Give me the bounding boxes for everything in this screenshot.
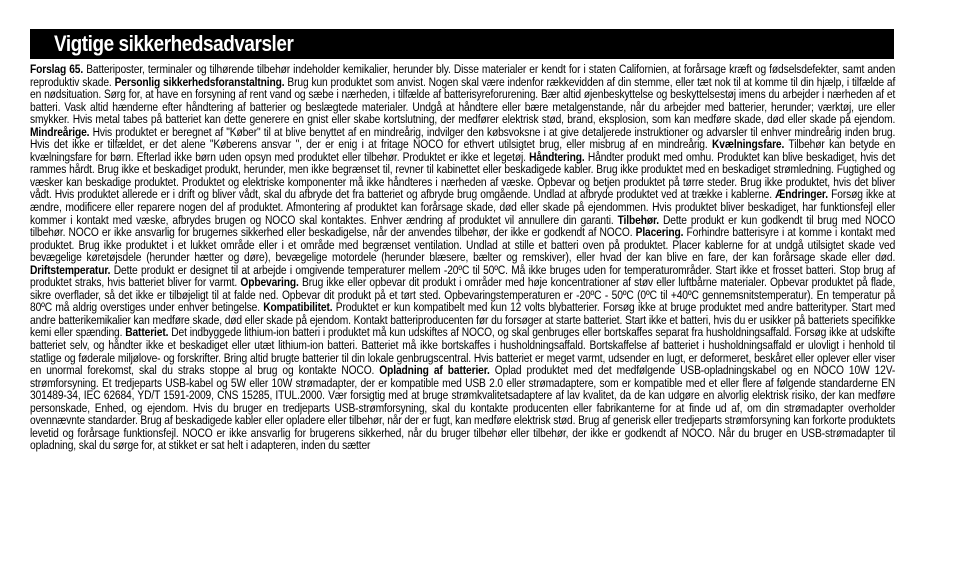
text-storage: Brug ikke eller opbevar dit produkt i områder med høje koncentrationer af støv eller luftbårne materialer. Opbevar produktet på flade, sikre overflader, så det ikke er tilbøjeligt til at falde ned. Opbevar dit produkt på et tørt sted. Opbevaringstemperaturen er -20ºC - 50ºC (0ºC til +40ºC gennemsnitstemperatur). En temperatur på 80ºC må aldrig overstiges under enhver betingelse. bbox=[30, 275, 896, 315]
text-battery: Det indbyggede lithium-ion batteri i produktet må kun udskiftes af NOCO, og skal genbruges eller bortskaffes separat fra husholdningsaffald. Forsøg ikke at udskifte batteriet selv, og håndter ikke et beskadiget eller utæt lithium-ion batteri. Batteriet må ikke bortskaffes i husholdningsaffald. Bortskaffelse af batteriet i husholdningsaffald er ulovligt i henhold til statlige og føderale miljølove- og forskrifter. Bring altid brugte batterier til din lokale genbrugscentral. Hvis batteriet er meget varmt, udsender en lugt, er deformeret, beskåret eller oplever eller viser en unormal forekomst, skal du straks stoppe al brug og kontakte NOCO. bbox=[30, 325, 896, 378]
text-proposition-65: Batteriposter, terminaler og tilhørende tilbehør indeholder kemikalier, herunder bly. Disse materialer er kendt for i staten Californien, at forårsage kræft og fødselsdefekter, samt anden reproduktiv skade. bbox=[30, 62, 896, 89]
heading-compatibility: Kompatibilitet. bbox=[263, 300, 333, 315]
heading-minors: Mindreårige. bbox=[30, 124, 90, 139]
text-placement: Forhindre batterisyre i at komme i kontakt med produktet. Brug ikke produktet i et lukket område eller i et område med begrænset ventilation. Undlad at stille et batteri oven på produktet. Placer kablerne for at undgå utilsigtet skade ved bevægelige køretøjsdele (herunder hætter og døre), bevægelige motordele (herunder blæsere, bælter og remskiver), eller hvad der kan blive en fare, der kan forårsage skade eller død. bbox=[30, 225, 896, 265]
heading-choking-hazard: Kvælningsfare. bbox=[712, 137, 785, 152]
text-personal-safety: Brug kun produktet som anvist. Nogen skal være indenfor rækkevidden af din stemme, eller tæt nok til at komme til din hjælp, i tilfælde af en nødsituation. Sørg for, at have en forsyning af rent vand og sæbe i nærheden, i tilfælde af batterisyreforurening. Bær altid øjenbeskyttelse og beskyttelsestøj imens du arbejder i nærheden af et batteri. Vask altid hænderne efter håndtering af batterier og beslægtede materialer. Undgå at håndtere eller bære metalgenstande, når du arbejder med batterier, herunder; værktøj, ure eller smykker. Hvis metal tabes på batteriet kan dette generere en gnist eller skabe kortslutning, der medfører elektrisk stød, brand, eksplosion, som kan medføre skade, død eller skade på ejendom. bbox=[30, 74, 896, 127]
heading-personal-safety: Personlig sikkerhedsforanstaltning. bbox=[114, 74, 285, 89]
heading-operating-temperature: Driftstemperatur. bbox=[30, 262, 111, 277]
text-minors: Hvis produktet er beregnet af "Køber" til at blive benyttet af en mindreårig, indvilger den købsvoksne i at give detaljerede instruktioner og advarsler til enhver mindreårig inden brug. Hvis det ikke er tilfældet, er det alene "Køberens ansvar ", der er enig i at fritage NOCO for ethvert utilsigtet brug, eller misbrug af en mindreårig. bbox=[30, 124, 896, 152]
text-handling: Håndter produkt med omhu. Produktet kan blive beskadiget, hvis det rammes hårdt. Brug ikke et beskadiget produkt, herunder, men ikke begrænset til, revner til kabinettet eller beskadigede kabler. Brug ikke produktet med en beskadiget strømledning. Fugtighed og væsker kan beskadige produktet. Produktet og elektriske komponenter må ikke håndteres i nærheden af væske. Opbevar og betjen produktet på tørre steder. Brug ikke produktet, hvis det bliver vådt. Hvis produktet allerede er i drift og bliver vådt, skal du afbryde det fra batteriet og afbryde brug omgående. Undlad at afbryde produktet ved at trække i kablerne. bbox=[30, 149, 896, 202]
text-accessories: Dette produkt er kun godkendt til brug med NOCO tilbehør. NOCO er ikke ansvarlig for brugernes sikkerhed eller beskadigelse, når der anvendes tilbehør, der ikke er godkendt af NOCO. bbox=[30, 212, 896, 240]
page-title: Vigtige sikkerhedsadvarsler bbox=[54, 31, 294, 56]
text-modifications: Forsøg ikke at ændre, modificere eller reparere nogen del af produktet. Afmontering af produktet kan forårsage skade, død eller skade på ejendommen. Hvis produktet bliver beskadiget, har funktionsfejl eller kommer i kontakt med væske, afbrydes brugen og NOCO skal kontaktes. Enhver ændring af produktet vil annullere din garanti. bbox=[30, 187, 896, 227]
heading-modifications: Ændringer. bbox=[775, 187, 828, 202]
text-choking-hazard: Tilbehør kan betyde en kvælningsfare for børn. Efterlad ikke børn uden opsyn med produktet eller tilbehør. Produktet er ikke et legetøj. bbox=[30, 137, 896, 164]
heading-battery-charging: Opladning af batterier. bbox=[379, 363, 490, 378]
safety-warnings-text bbox=[30, 63, 895, 452]
heading-placement: Placering. bbox=[635, 225, 684, 240]
text-operating-temperature: Dette produkt er designet til at arbejde i omgivende temperaturer mellem -20ºC til 50ºC. Må ikke bruges uden for temperaturområder. Start ikke et frosset batteri. Stop brug af produktet straks, hvis batteriet bliver for varmt. bbox=[30, 262, 896, 290]
heading-handling: Håndtering. bbox=[529, 149, 585, 164]
heading-storage: Opbevaring. bbox=[240, 275, 299, 290]
text-battery-charging: Oplad produktet med det medfølgende USB-opladningskabel og en NOCO 10W 12V-strømforsyning. Et tredjeparts USB-kabel og 5W eller 10W strømadapter, der er kompatible med USB 2.0 eller strømadaptere, som er kompatible med et eller flere af følgende standarderne EN 301489-34, IEC 62684, YD/T 1591-2009, CNS 15285, ITUL.2000. Vær forsigtig med at bruge strømkvalitetsadaptere af lav kvalitet, da de kan udgøre en alvorlig elektrisk risiko, der kan medføre personskade, Enhed, og ejendom. Hvis du bruger en tredjeparts USB-strømforsyning, skal du kontakte producenten eller fabrikanterne for at finde ud af, om din strømadapter overholder ovennævnte standarder. Brug af beskadigede kabler eller opladere eller tilbehør, når der er fugt, kan medføre elektrisk stød. Brug af generisk eller tredjeparts strømforsyning kan forkorte produktets levetid og forårsage funktionsfejl. NOCO er ikke ansvarlig for brugerens sikkerhed, når du bruger tilbehør eller tilbehør, der ikke er godkendt af NOCO. Når du bruger en USB-strømadapter til opladning, skal du sørge for, at stikket er sat helt i adapteren, inden du sætter bbox=[30, 363, 896, 453]
heading-proposition-65: Forslag 65. bbox=[30, 62, 84, 76]
heading-battery: Batteriet. bbox=[125, 325, 169, 340]
heading-accessories: Tilbehør. bbox=[617, 212, 659, 227]
text-compatibility: Produktet er kun kompatibelt med kun 12 volts blybatterier. Forsøg ikke at bruge produktet med andre batterityper. Start med andre batterikemikalier kan medføre skade, død eller skade på ejendom. Kontakt batteriproducenten før du forsøger at starte batteriet. Start ikke et batteri, hvis du er usikker på batteriets specifikke kemi eller spænding. bbox=[30, 300, 896, 340]
